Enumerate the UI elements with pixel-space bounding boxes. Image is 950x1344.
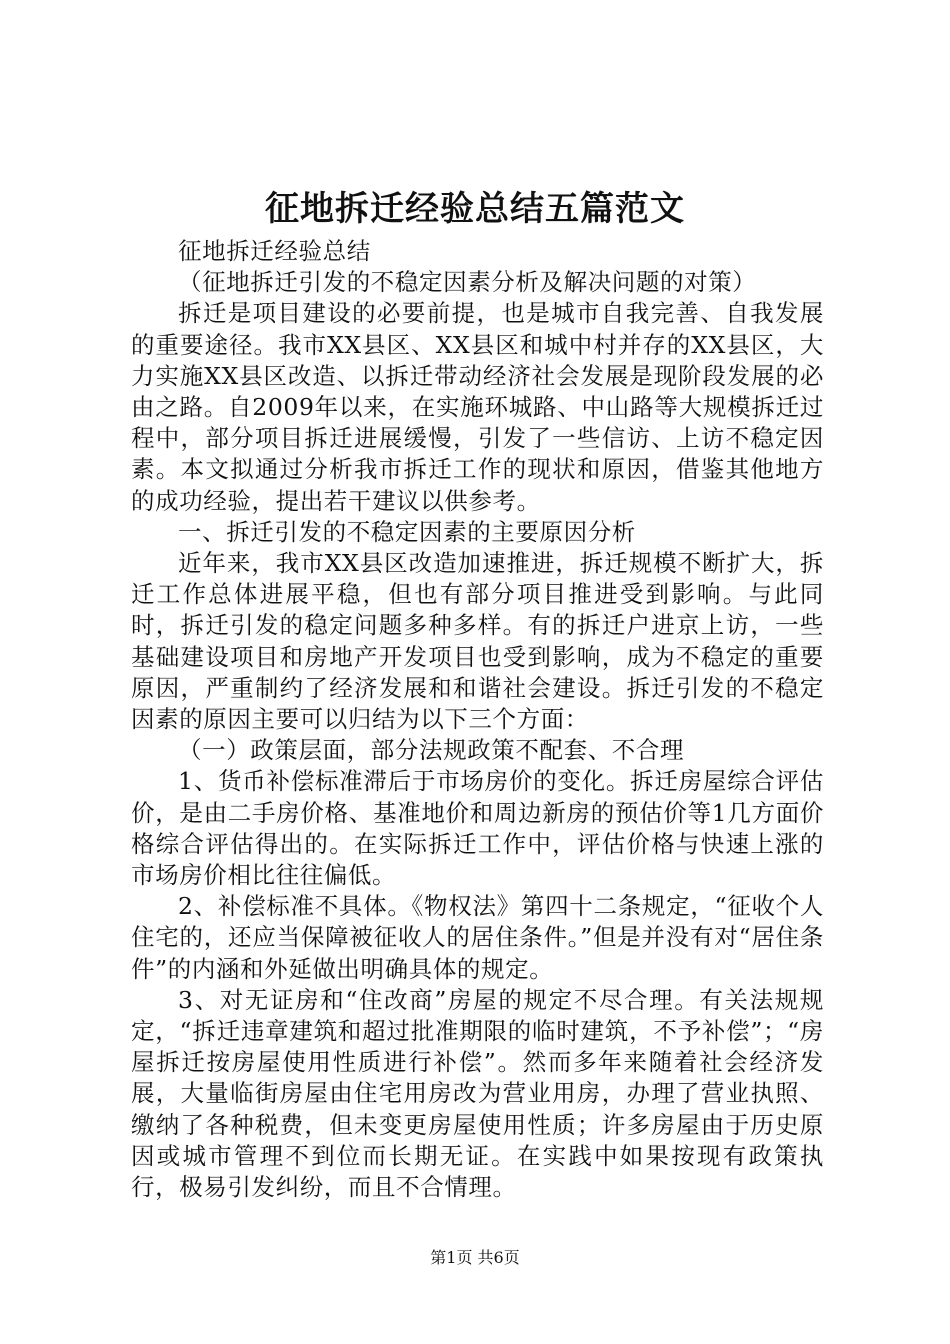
subtitle-paragraph: （征地拆迁引发的不稳定因素分析及解决问题的对策） xyxy=(178,268,757,297)
section-heading: 一、拆迁引发的不稳定因素的主要原因分析 xyxy=(178,517,636,546)
body-paragraph: 拆迁是项目建设的必要前提，也是城市自我完善、自我发展的重要途径。我市XX县区、XX县区和城中村并存的XX县区，大力实施XX县区改造、以拆迁带动经济社会发展是现阶段发展的必由之路。自2009年以来，在实施环城路、中山路等大规模拆迁过程中，部分项目拆迁进展缓慢，引发了一些信访、上访不稳定因素。本文拟通过分析我市拆迁工作的现状和原因，借鉴其他地方的成功经验，提出若干建议以供参考。 xyxy=(131,299,824,515)
document-title: 征地拆迁经验总结五篇范文 xyxy=(265,189,685,229)
section-heading: 征地拆迁经验总结 xyxy=(178,237,371,265)
body-paragraph: 2、补偿标准不具体。《物权法》第四十二条规定，“征收个人住宅的，还应当保障被征收人的居住条件。”但是并没有对“居住条件”的内涵和外延做出明确具体的规定。 xyxy=(131,892,824,983)
body-paragraph: 近年来，我市XX县区改造加速推进，拆迁规模不断扩大，拆迁工作总体进展平稳，但也有部分项目推进受到影响。与此同时，拆迁引发的稳定问题多种多样。有的拆迁户进京上访，一些基础建设项目和房地产开发项目也受到影响，成为不稳定的重要原因，严重制约了经济发展和和谐社会建设。拆迁引发的不稳定因素的原因主要可以归结为以下三个方面： xyxy=(131,549,824,734)
subsection-heading: （一）政策层面，部分法规政策不配套、不合理 xyxy=(178,736,685,765)
body-paragraph: 3、对无证房和“住改商”房屋的规定不尽合理。有关法规规定，“拆迁违章建筑和超过批准期限的临时建筑，不予补偿”；“房屋拆迁按房屋使用性质进行补偿”。然而多年来随着社会经济发展，大量临街房屋由住宅用房改为营业用房，办理了营业执照、缴纳了各种税费，但未变更房屋使用性质；许多房屋由于历史原因或城市管理不到位而长期无证。在实践中如果按现有政策执行，极易引发纠纷，而且不合情理。 xyxy=(131,985,824,1202)
document-body xyxy=(131,236,824,1203)
page-number-footer: 第1页 共6页 xyxy=(430,1248,520,1267)
body-paragraph: 1、货币补偿标准滞后于市场房价的变化。拆迁房屋综合评估价，是由二手房价格、基准地价和周边新房的预估价等1几方面价格综合评估得出的。在实际拆迁工作中，评估价格与快速上涨的市场房价相比往往偏低。 xyxy=(131,767,824,890)
